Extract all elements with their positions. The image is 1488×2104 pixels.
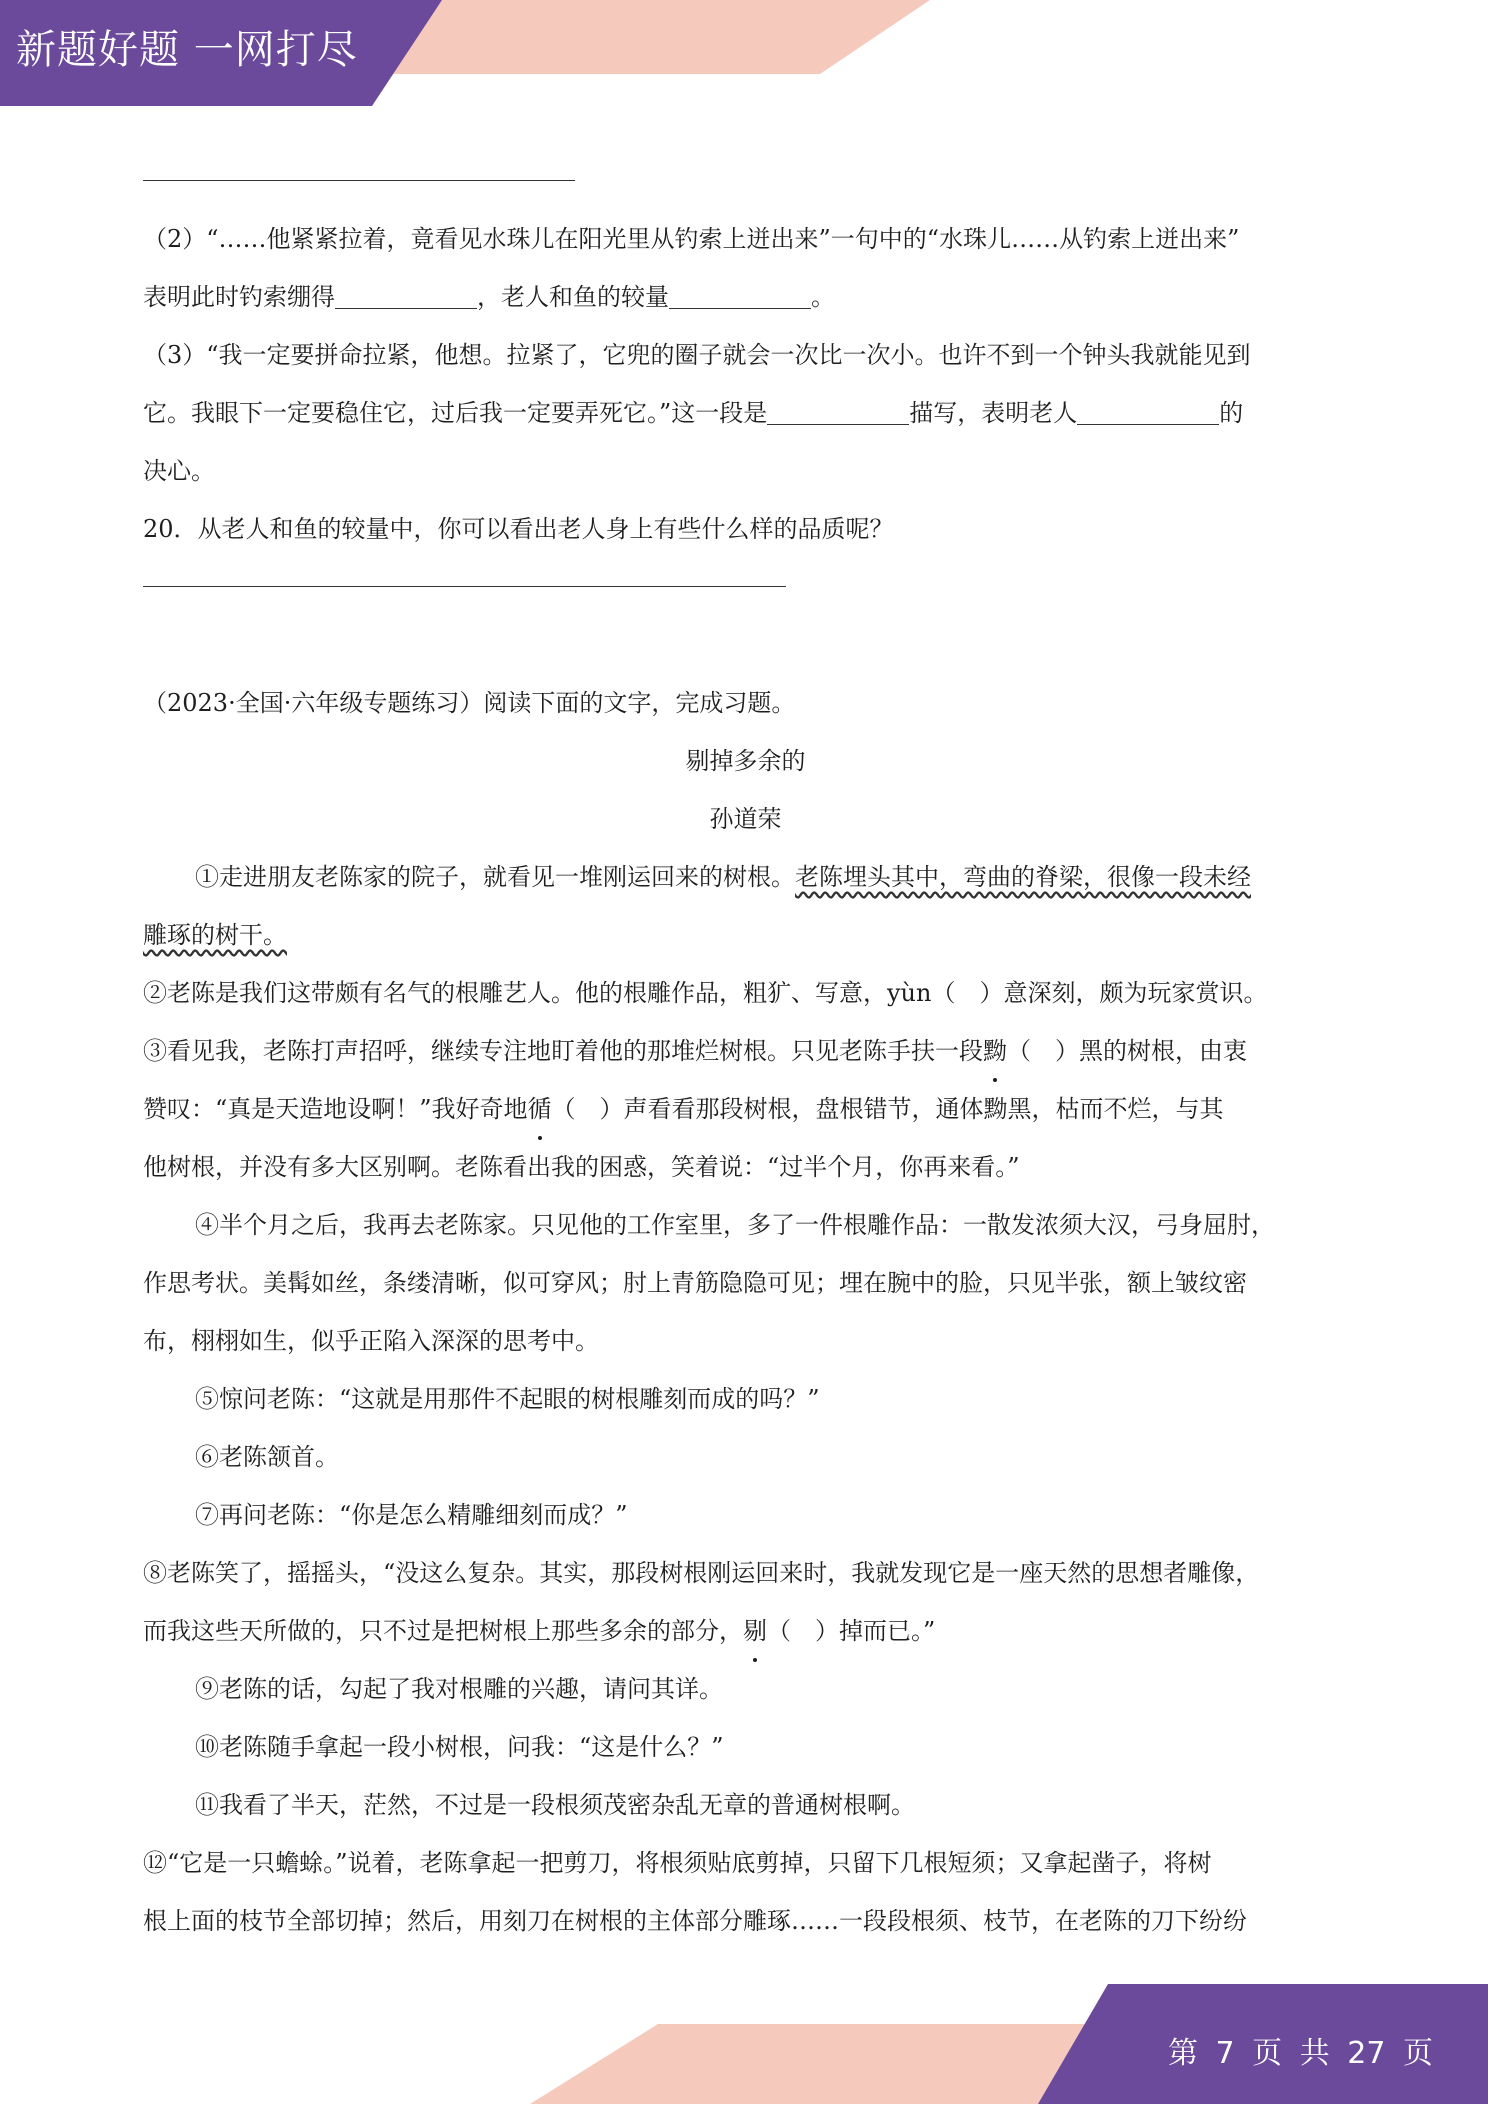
paragraph-7: ⑦再问老陈：“你是怎么精雕细刻而成？” (195, 1501, 628, 1529)
question-19-part-3-end: 决心。 (143, 457, 215, 485)
blank (767, 400, 909, 425)
text: （ ）声看看那段树根，盘根错节，通体黝黑，枯而不烂，与其 (551, 1095, 1224, 1123)
paragraph-4-end: 布，栩栩如生，似乎正陷入深深的思考中。 (143, 1327, 599, 1355)
question-19-part-2: （2）“……他紧紧拉着，竟看见水珠儿在阳光里从钓索上迸出来”一句中的“水珠儿……从钓索上迸出来” (143, 225, 1240, 253)
passage-title: 剔掉多余的 (685, 747, 806, 775)
header-title: 新题好题 一网打尽 (16, 27, 358, 73)
text: 描写，表明老人 (909, 399, 1078, 427)
paragraph-8: ⑧老陈笑了，摇摇头，“没这么复杂。其实，那段树根刚运回来时，我就发现它是一座天然的思想者雕像， (143, 1559, 1260, 1587)
dotted-character: 剔 (743, 1602, 767, 1660)
paragraph-3-end: 他树根，并没有多大区别啊。老陈看出我的困惑，笑着说：“过半个月，你再来看。” (143, 1153, 1020, 1181)
passage-source: （2023·全国·六年级专题练习）阅读下面的文字，完成习题。 (143, 689, 796, 717)
text: ，老人和鱼的较量 (477, 283, 669, 311)
paragraph-12: ⑫“它是一只蟾蜍。”说着，老陈拿起一把剪刀，将根须贴底剪掉，只留下几根短须；又拿起凿子，将树 (143, 1849, 1212, 1877)
text: 而我这些天所做的，只不过是把树根上那些多余的部分， (143, 1617, 743, 1645)
dotted-character: 黝 (983, 1022, 1007, 1080)
blank (669, 284, 811, 309)
paragraph-8-cont (143, 1602, 1348, 1660)
question-19-part-2-cont (143, 268, 1348, 326)
paragraph-3 (143, 1022, 1348, 1080)
text: 的 (1219, 399, 1244, 427)
paragraph-2: ②老陈是我们这带颇有名气的根雕艺人。他的根雕作品，粗犷、写意，yùn（ ）意深刻，颇为玩家赏识。 (143, 979, 1268, 1007)
paragraph-9: ⑨老陈的话，勾起了我对根雕的兴趣，请问其详。 (195, 1675, 723, 1703)
question-19-part-3: （3）“我一定要拼命拉紧，他想。拉紧了，它兜的圈子就会一次比一次小。也许不到一个钟头我就能见到 (143, 341, 1251, 369)
text: （ ）掉而已。” (767, 1617, 936, 1645)
spacer (143, 616, 1348, 674)
text: 。 (811, 283, 835, 311)
text: 赞叹：“真是天造地设啊！”我好奇地 (143, 1095, 528, 1123)
paragraph-6: ⑥老陈颔首。 (195, 1443, 339, 1471)
page-number: 第 7 页 共 27 页 (1168, 2036, 1433, 2071)
paragraph-4: ④半个月之后，我再去老陈家。只见他的工作室里，多了一件根雕作品：一散发浓须大汉，弓身屈肘， (195, 1211, 1275, 1239)
answer-line (143, 152, 1348, 210)
page-content (143, 152, 1348, 1950)
blank (1077, 400, 1219, 425)
wavy-underlined-sentence: 雕琢的树干。 (143, 921, 287, 949)
wavy-underlined-sentence: 老陈埋头其中，弯曲的脊梁，很像一段未经 (795, 863, 1251, 891)
question-19-part-3-cont (143, 384, 1348, 442)
paragraph-12-cont: 根上面的枝节全部切掉；然后，用刻刀在树根的主体部分雕琢……一段段根须、枝节，在老陈的刀下纷纷 (143, 1907, 1247, 1935)
question-20: 20．从老人和鱼的较量中，你可以看出老人身上有些什么样的品质呢？ (143, 515, 894, 543)
paragraph-1 (143, 848, 1348, 906)
blank (335, 284, 477, 309)
answer-line (143, 558, 1348, 616)
text: 它。我眼下一定要稳住它，过后我一定要弄死它。”这一段是 (143, 399, 768, 427)
passage-author: 孙道荣 (709, 805, 782, 833)
paragraph-4-cont: 作思考状。美髯如丝，条缕清晰，似可穿风；肘上青筋隐隐可见；埋在腕中的脸，只见半张，额上皱纹密 (143, 1269, 1247, 1297)
text: ①走进朋友老陈家的院子，就看见一堆刚运回来的树根。 (195, 863, 795, 891)
paragraph-10: ⑩老陈随手拿起一段小树根，问我：“这是什么？” (195, 1733, 724, 1761)
text: ③看见我，老陈打声招呼，继续专注地盯着他的那堆烂树根。只见老陈手扶一段 (143, 1037, 983, 1065)
dotted-character: 循 (528, 1080, 552, 1138)
paragraph-11: ⑪我看了半天，茫然，不过是一段根须茂密杂乱无章的普通树根啊。 (195, 1791, 915, 1819)
paragraph-3-cont (143, 1080, 1348, 1138)
text: 表明此时钓索绷得 (143, 283, 335, 311)
text: （ ）黑的树根，由衷 (1007, 1037, 1247, 1065)
paragraph-5: ⑤惊问老陈：“这就是用那件不起眼的树根雕刻而成的吗？” (195, 1385, 820, 1413)
paragraph-1-cont (143, 906, 1348, 964)
